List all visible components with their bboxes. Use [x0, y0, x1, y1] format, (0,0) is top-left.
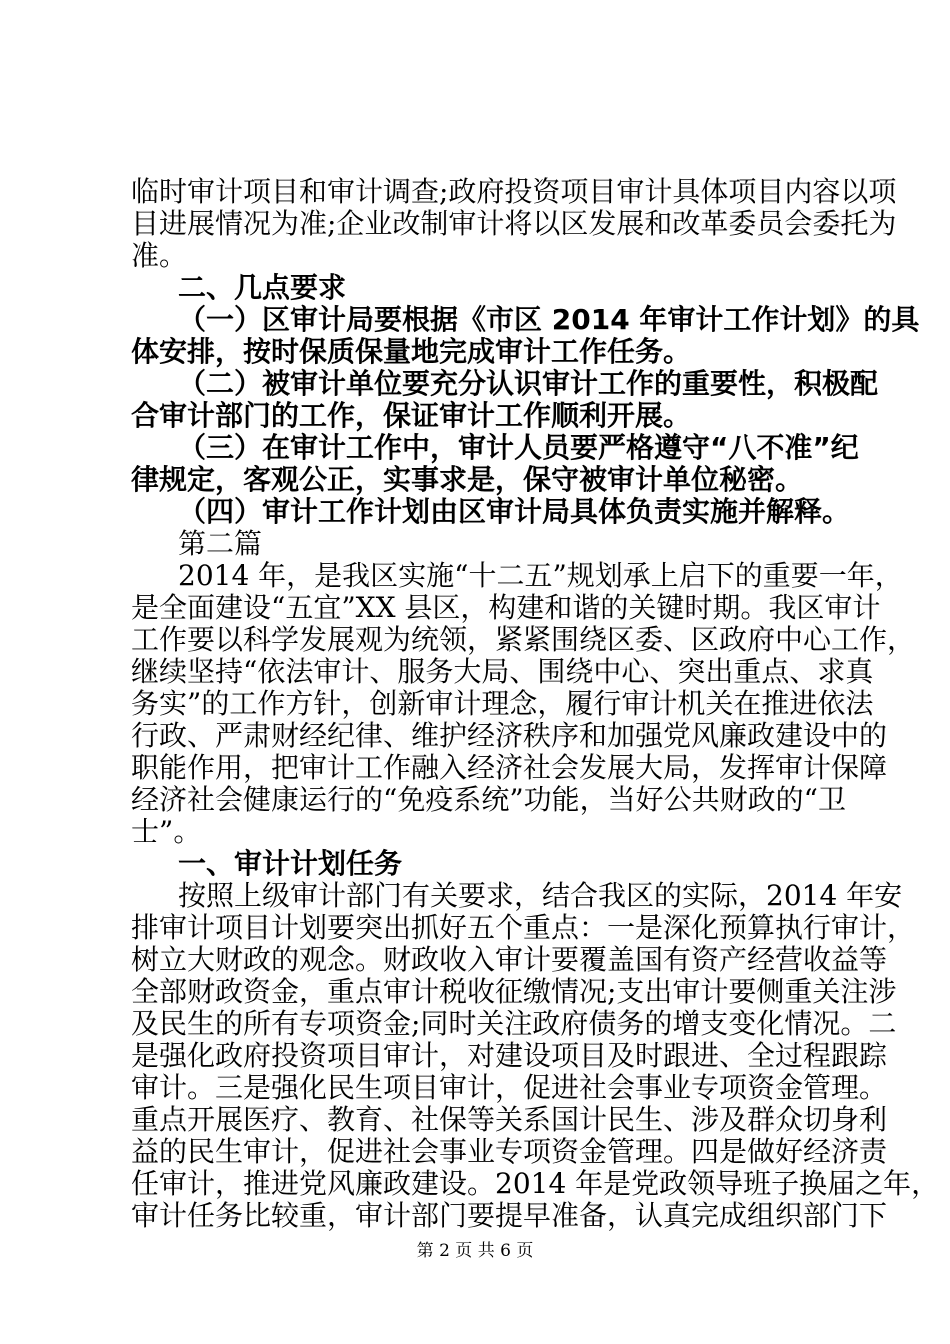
body-line: 及民生的所有专项资金;同时关注政府债务的增支变化情况。二: [131, 1007, 897, 1040]
body-line: 临时审计项目和审计调查;政府投资项目审计具体项目内容以项: [131, 175, 897, 208]
body-line: 审计任务比较重，审计部门要提早准备，认真完成组织部门下: [131, 1199, 888, 1232]
body-line: 工作要以科学发展观为统领，紧紧围绕区委、区政府中心工作，: [131, 623, 916, 656]
body-line: 树立大财政的观念。财政收入审计要覆盖国有资产经营收益等: [131, 943, 888, 976]
body-line: 务实”的工作方针，创新审计理念，履行审计机关在推进依法: [131, 687, 874, 720]
body-line: 行政、严肃财经纪律、维护经济秩序和加强党风廉政建设中的: [131, 719, 888, 752]
body-line: 是强化政府投资项目审计，对建设项目及时跟进、全过程跟踪: [131, 1039, 888, 1072]
body-line: 审计。三是强化民生项目审计，促进社会事业专项资金管理。: [131, 1071, 888, 1104]
body-line: （二）被审计单位要充分认识审计工作的重要性，积极配: [178, 367, 879, 400]
body-line: 士”。: [131, 815, 202, 848]
body-line: 全部财政资金，重点审计税收征缴情况;支出审计要侧重关注涉: [131, 975, 897, 1008]
section-heading: 二、几点要求: [178, 271, 347, 304]
body-line: 重点开展医疗、教育、社保等关系国计民生、涉及群众切身利: [131, 1103, 888, 1136]
body-line: 是全面建设“五宜”XX 县区，构建和谐的关键时期。我区审计: [131, 591, 881, 624]
body-line: 准。: [131, 239, 188, 272]
body-line: 按照上级审计部门有关要求，结合我区的实际，2014 年安: [178, 879, 903, 912]
body-line: 2014 年，是我区实施“十二五”规划承上启下的重要一年，: [178, 559, 903, 592]
body-line: 合审计部门的工作，保证审计工作顺利开展。: [131, 399, 692, 432]
section-heading: 一、审计计划任务: [178, 847, 403, 880]
body-line: 益的民生审计，促进社会事业专项资金管理。四是做好经济责: [131, 1135, 888, 1168]
body-line: （一）区审计局要根据《市区 2014 年审计工作计划》的具: [178, 303, 920, 336]
body-line: 律规定，客观公正，实事求是，保守被审计单位秘密。: [131, 463, 804, 496]
body-line: 经济社会健康运行的“免疫系统”功能，当好公共财政的“卫: [131, 783, 846, 816]
body-line: 目进展情况为准;企业改制审计将以区发展和改革委员会委托为: [131, 207, 897, 240]
page-number-footer: 第 2 页 共 6 页: [416, 1241, 534, 1261]
body-line: 继续坚持“依法审计、服务大局、围绕中心、突出重点、求真: [131, 655, 874, 688]
body-line: （四）审计工作计划由区审计局具体负责实施并解释。: [178, 495, 851, 528]
body-line: 职能作用，把审计工作融入经济社会发展大局，发挥审计保障: [131, 751, 888, 784]
body-line: 任审计，推进党风廉政建设。2014 年是党政领导班子换届之年，: [131, 1167, 940, 1200]
chapter-heading: 第二篇: [178, 527, 263, 560]
body-line: （三）在审计工作中，审计人员要严格遵守“八不准”纪: [178, 431, 859, 464]
body-line: 排审计项目计划要突出抓好五个重点：一是深化预算执行审计，: [131, 911, 916, 944]
body-line: 体安排，按时保质保量地完成审计工作任务。: [131, 335, 692, 368]
